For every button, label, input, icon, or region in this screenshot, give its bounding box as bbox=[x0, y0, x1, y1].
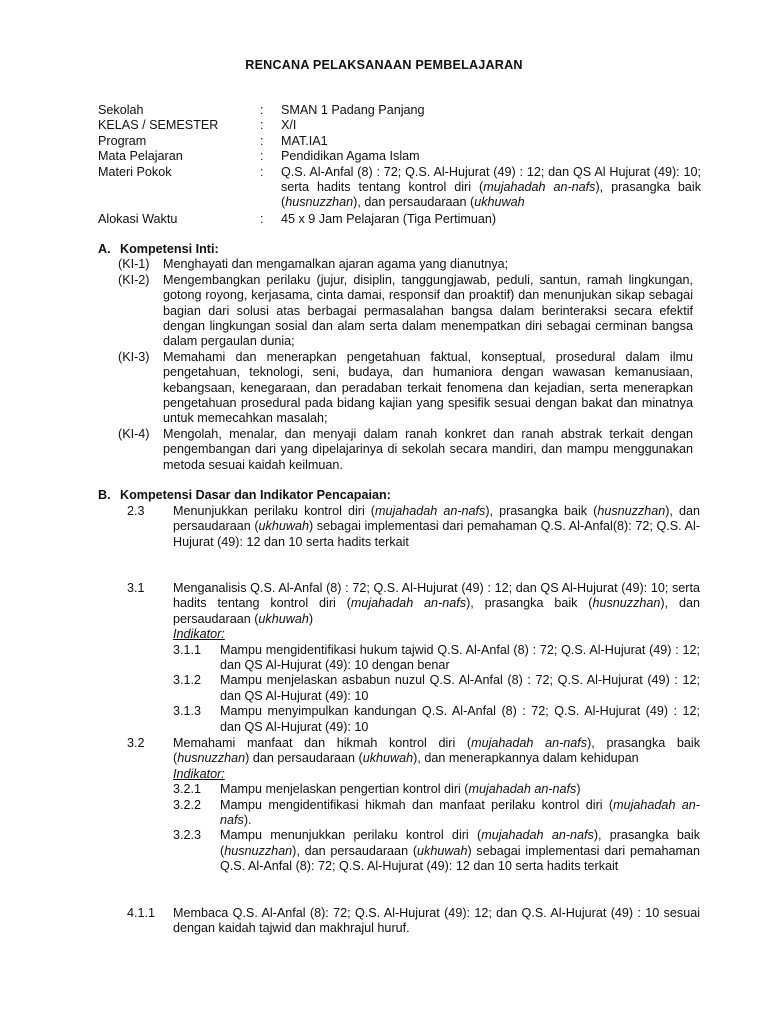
info-colon: : bbox=[260, 149, 264, 164]
kd-number: 3.1 bbox=[127, 581, 145, 595]
info-colon: : bbox=[260, 118, 264, 133]
info-colon: : bbox=[260, 211, 264, 226]
document-title: RENCANA PELAKSANAAN PEMBELAJARAN bbox=[245, 58, 523, 72]
info-colon: : bbox=[260, 164, 264, 179]
ki-item: (KI-3) Memahami dan menerapkan pengetahuan faktual, konseptual, prosedural dalam ilmu pengetahuan, teknologi, seni, budaya, dan humaniora dengan wawasan kemanusiaan, kebangsaan, kenegaraan, dan peradaban terkait fenomena dan kejadian, serta menerapkan pengetahuan prosedural pada bidang kajian yang spesifik sesuai dengan bakat dan minatnya untuk memecahkan masalah; bbox=[118, 349, 693, 426]
kd-number: 4.1.1 bbox=[127, 906, 156, 920]
info-label: Alokasi Waktu bbox=[98, 211, 178, 226]
indikator-label: Indikator: bbox=[173, 627, 225, 642]
info-row-sekolah bbox=[98, 103, 708, 118]
info-colon: : bbox=[260, 103, 264, 117]
kd-2-3 bbox=[127, 504, 712, 550]
indicator-item: 3.1.3 Mampu menyimpulkan kandungan Q.S. Al-Anfal (8) : 72; Q.S. Al-Hujurat (49) : 12; dan QS Al-Hujurat (49): 10 bbox=[173, 704, 700, 734]
section-kompetensi-dasar bbox=[98, 488, 713, 503]
info-label: Sekolah bbox=[98, 103, 144, 117]
section-heading: A. Kompetensi Inti: bbox=[98, 242, 219, 256]
info-row-materi bbox=[98, 165, 708, 211]
kd-number: 3.2 bbox=[127, 736, 145, 750]
info-row-program bbox=[98, 134, 708, 149]
info-label: Materi Pokok bbox=[98, 164, 172, 179]
info-value: X/I bbox=[281, 118, 297, 133]
info-table bbox=[98, 103, 708, 227]
info-label: Mata Pelajaran bbox=[98, 149, 183, 164]
info-row-kelas bbox=[98, 118, 708, 133]
info-colon: : bbox=[260, 133, 264, 148]
info-value-materi: Q.S. Al-Anfal (8) : 72; Q.S. Al-Hujurat (49) : 12; dan QS Al Hujurat (49): 10; serta hadits tentang kontrol diri (mujahadah an-nafs), prasangka baik (husnuzzhan), dan persaudaraan (ukhuwah bbox=[281, 164, 702, 210]
indicator-item: 3.1.2 Mampu menjelaskan asbabun nuzul Q.S. Al-Anfal (8) : 72; Q.S. Al-Hujurat (49) : 12; dan QS Al-Hujurat (49): 10 bbox=[173, 673, 700, 703]
info-label: Program bbox=[98, 133, 147, 148]
kd-text: Memahami manfaat dan hikmah kontrol diri (mujahadah an-nafs), prasangka baik (husnuzzhan) dan persaudaraan (ukhuwah), dan menerapkannya dalam kehidupan bbox=[173, 736, 701, 766]
kd-3-1 bbox=[127, 581, 712, 735]
info-value: MAT.IA1 bbox=[281, 133, 328, 148]
indicator-item: 3.2.2 Mampu mengidentifikasi hikmah dan manfaat perilaku kontrol diri (mujahadah an-nafs). bbox=[173, 797, 700, 828]
indicator-item: 3.2.1 Mampu menjelaskan pengertian kontrol diri (mujahadah an-nafs) bbox=[173, 782, 581, 797]
kd-3-2 bbox=[127, 736, 712, 875]
section-heading: B. Kompetensi Dasar dan Indikator Pencapaian: bbox=[98, 488, 391, 502]
info-label: KELAS / SEMESTER bbox=[98, 118, 219, 133]
indicator-item: 3.1.1 Mampu mengidentifikasi hukum tajwid Q.S. Al-Anfal (8) : 72; Q.S. Al-Hujurat (49) : 12; dan QS Al-Hujurat (49): 10 dengan benar bbox=[173, 642, 700, 673]
kd-text: Menganalisis Q.S. Al-Anfal (8) : 72; Q.S. Al-Hujurat (49) : 12; dan QS Al-Hujurat (49): 10; serta hadits tentang kontrol diri (mujahadah an-nafs), prasangka baik (husnuzzhan), dan persaudaraan (ukhuwah) bbox=[173, 581, 700, 626]
indicator-item: 3.2.3 Mampu menunjukkan perilaku kontrol diri (mujahadah an-nafs), prasangka baik (husnuzzhan), dan persaudaraan (ukhuwah) sebagai implementasi dari pemahaman Q.S. Al-Anfal (8): 72; Q.S. Al-Hujurat (49): 12 dan 10 serta hadits terkait bbox=[173, 828, 700, 874]
info-value: 45 x 9 Jam Pelajaran (Tiga Pertimuan) bbox=[281, 211, 497, 226]
kd-number: 2.3 bbox=[127, 504, 145, 518]
info-value: Pendidikan Agama Islam bbox=[281, 149, 420, 164]
kd-text: Membaca Q.S. Al-Anfal (8): 72; Q.S. Al-Hujurat (49): 12; dan Q.S. Al-Hujurat (49) : 10 sesuai dengan kaidah tajwid dan makhrajul huruf. bbox=[173, 906, 700, 936]
kd-text: Menunjukkan perilaku kontrol diri (mujahadah an-nafs), prasangka baik (husnuzzhan), dan persaudaraan (ukhuwah) sebagai implementasi dari pemahaman Q.S. Al-Anfal(8): 72; Q.S. Al-Hujurat (49): 12 dan 10 serta hadits terkait bbox=[173, 504, 700, 549]
info-row-mapel bbox=[98, 149, 708, 164]
ki-item: (KI-4) Mengolah, menalar, dan menyaji dalam ranah konkret dan ranah abstrak terkait dengan pengembangan dari yang dipelajarinya di sekolah secara mandiri, dan mampu menggunakan metoda sesuai kaidah keilmuan. bbox=[118, 426, 693, 472]
indikator-label: Indikator: bbox=[173, 766, 225, 781]
info-value: SMAN 1 Padang Panjang bbox=[281, 103, 425, 117]
info-row-alokasi bbox=[98, 212, 708, 227]
ki-item: (KI-2) Mengembangkan perilaku (jujur, disiplin, tanggungjawab, peduli, santun, ramah lingkungan, gotong royong, kerjasama, cinta damai, responsif dan proaktif) dan menunjukan sikap sebagai bagian dari solusi atas berbagai permasalahan bangsa dalam berinteraksi secara efektif dengan lingkungan sosial dan alam serta dalam menempatkan diri sebagai cerminan bangsa dalam pergaulan dunia; bbox=[118, 272, 693, 349]
ki-item: (KI-1) Menghayati dan mengamalkan ajaran agama yang dianutnya; bbox=[118, 257, 509, 272]
section-kompetensi-inti bbox=[98, 242, 713, 473]
kd-4-1-1 bbox=[127, 906, 712, 937]
